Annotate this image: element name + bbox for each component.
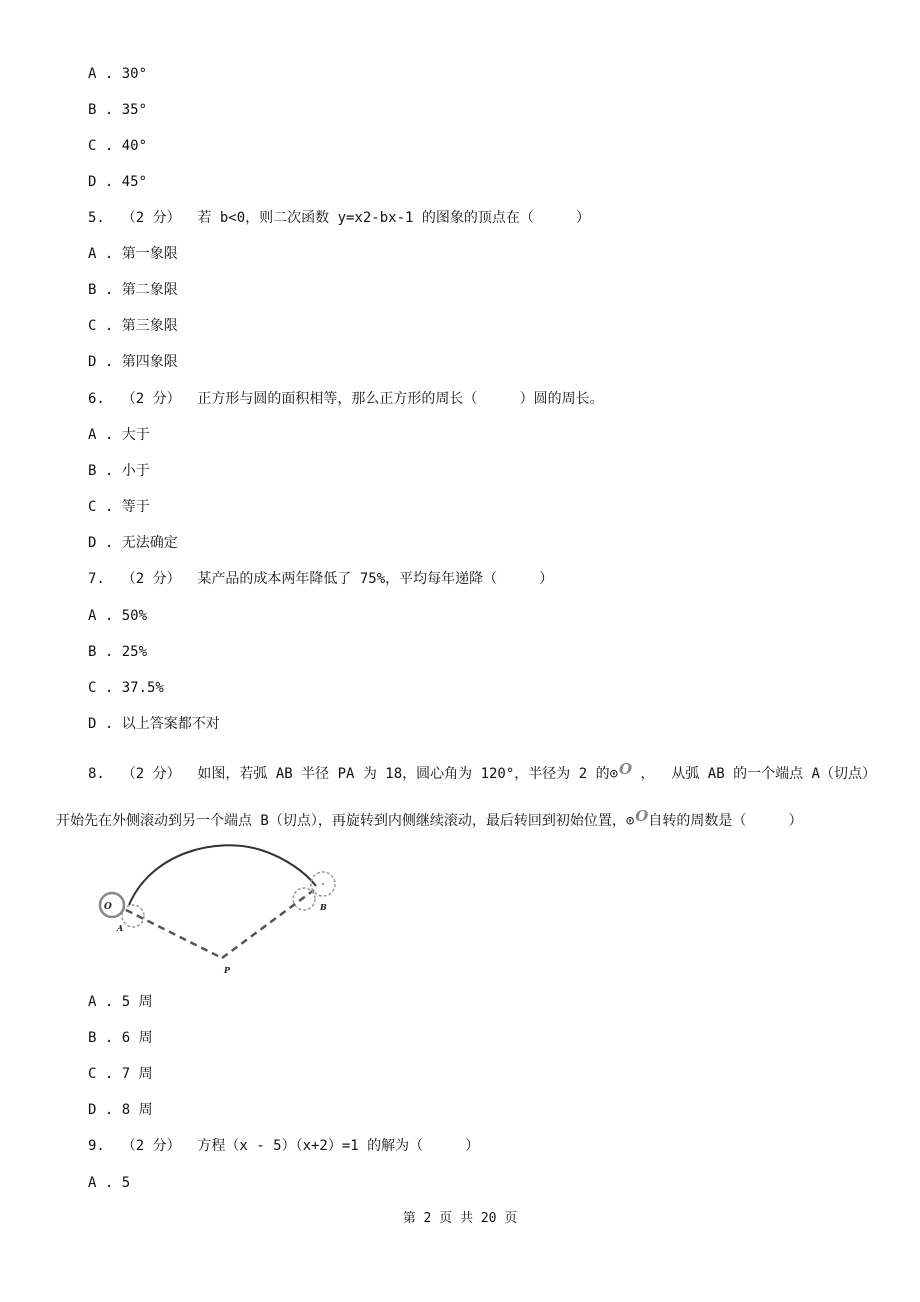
arc-ab (129, 845, 316, 905)
circle-inner-b (293, 888, 315, 910)
q4-option-d: D . 45° (88, 174, 148, 190)
q9-option-a: A . 5 (88, 1175, 131, 1191)
circle-o-symbol: O (619, 760, 633, 778)
q8-stem-part1: 8. （2 分） 如图，若弧 AB 半径 PA 为 18，圆心角为 120°，半径为 2 的⊙ (88, 766, 619, 782)
radius-pb (222, 890, 314, 958)
q8-stem-part2: ， 从弧 AB 的一个端点 A（切点） (632, 766, 876, 782)
q8-stem-line2-part2: 自转的周数是（ ） (648, 813, 803, 829)
center-dot-b (322, 883, 324, 885)
q4-option-a: A . 30° (88, 66, 148, 82)
q6-option-c: C . 等于 (88, 499, 150, 515)
q5-option-b: B . 第二象限 (88, 282, 178, 298)
q7-option-a: A . 50% (88, 608, 148, 624)
q8-figure (96, 838, 346, 980)
q6-option-b: B . 小于 (88, 463, 150, 479)
q6-option-d: D . 无法确定 (88, 535, 178, 551)
q6-stem: 6. （2 分） 正方形与圆的面积相等，那么正方形的周长（ ）圆的周长。 (88, 391, 604, 407)
q5-option-d: D . 第四象限 (88, 354, 178, 370)
q5-stem: 5. （2 分） 若 b<0，则二次函数 y=x2-bx-1 的图象的顶点在（ ） (88, 210, 591, 226)
q9-stem: 9. （2 分） 方程（x - 5）（x+2）=1 的解为（ ） (88, 1138, 480, 1154)
label-p: P (224, 965, 231, 975)
q8-option-b: B . 6 周 (88, 1030, 153, 1046)
q7-option-d: D . 以上答案都不对 (88, 716, 220, 732)
label-b: B (320, 902, 327, 912)
q8-stem-line2 (56, 807, 803, 830)
q4-option-b: B . 35° (88, 102, 148, 118)
q6-option-a: A . 大于 (88, 427, 150, 443)
q5-option-c: C . 第三象限 (88, 318, 178, 334)
radius-pa (126, 910, 222, 958)
circle-o-symbol-2: O (635, 807, 649, 825)
q8-option-a: A . 5 周 (88, 994, 153, 1010)
q7-option-b: B . 25% (88, 644, 148, 660)
q8-stem-line1 (88, 760, 876, 783)
q8-option-d: D . 8 周 (88, 1102, 153, 1118)
page-footer: 第 2 页 共 20 页 (402, 1211, 518, 1226)
q7-stem: 7. （2 分） 某产品的成本两年降低了 75%，平均每年递降（ ） (88, 571, 554, 587)
q7-option-c: C . 37.5% (88, 680, 164, 696)
q5-option-a: A . 第一象限 (88, 246, 178, 262)
q8-stem-line2-part1: 开始先在外侧滚动到另一个端点 B（切点），再旋转到内侧继续滚动，最后转回到初始位置，⊙ (56, 813, 635, 829)
label-a: A (117, 923, 124, 933)
q8-option-c: C . 7 周 (88, 1066, 153, 1082)
label-o: O (104, 902, 112, 912)
q4-option-c: C . 40° (88, 138, 148, 154)
